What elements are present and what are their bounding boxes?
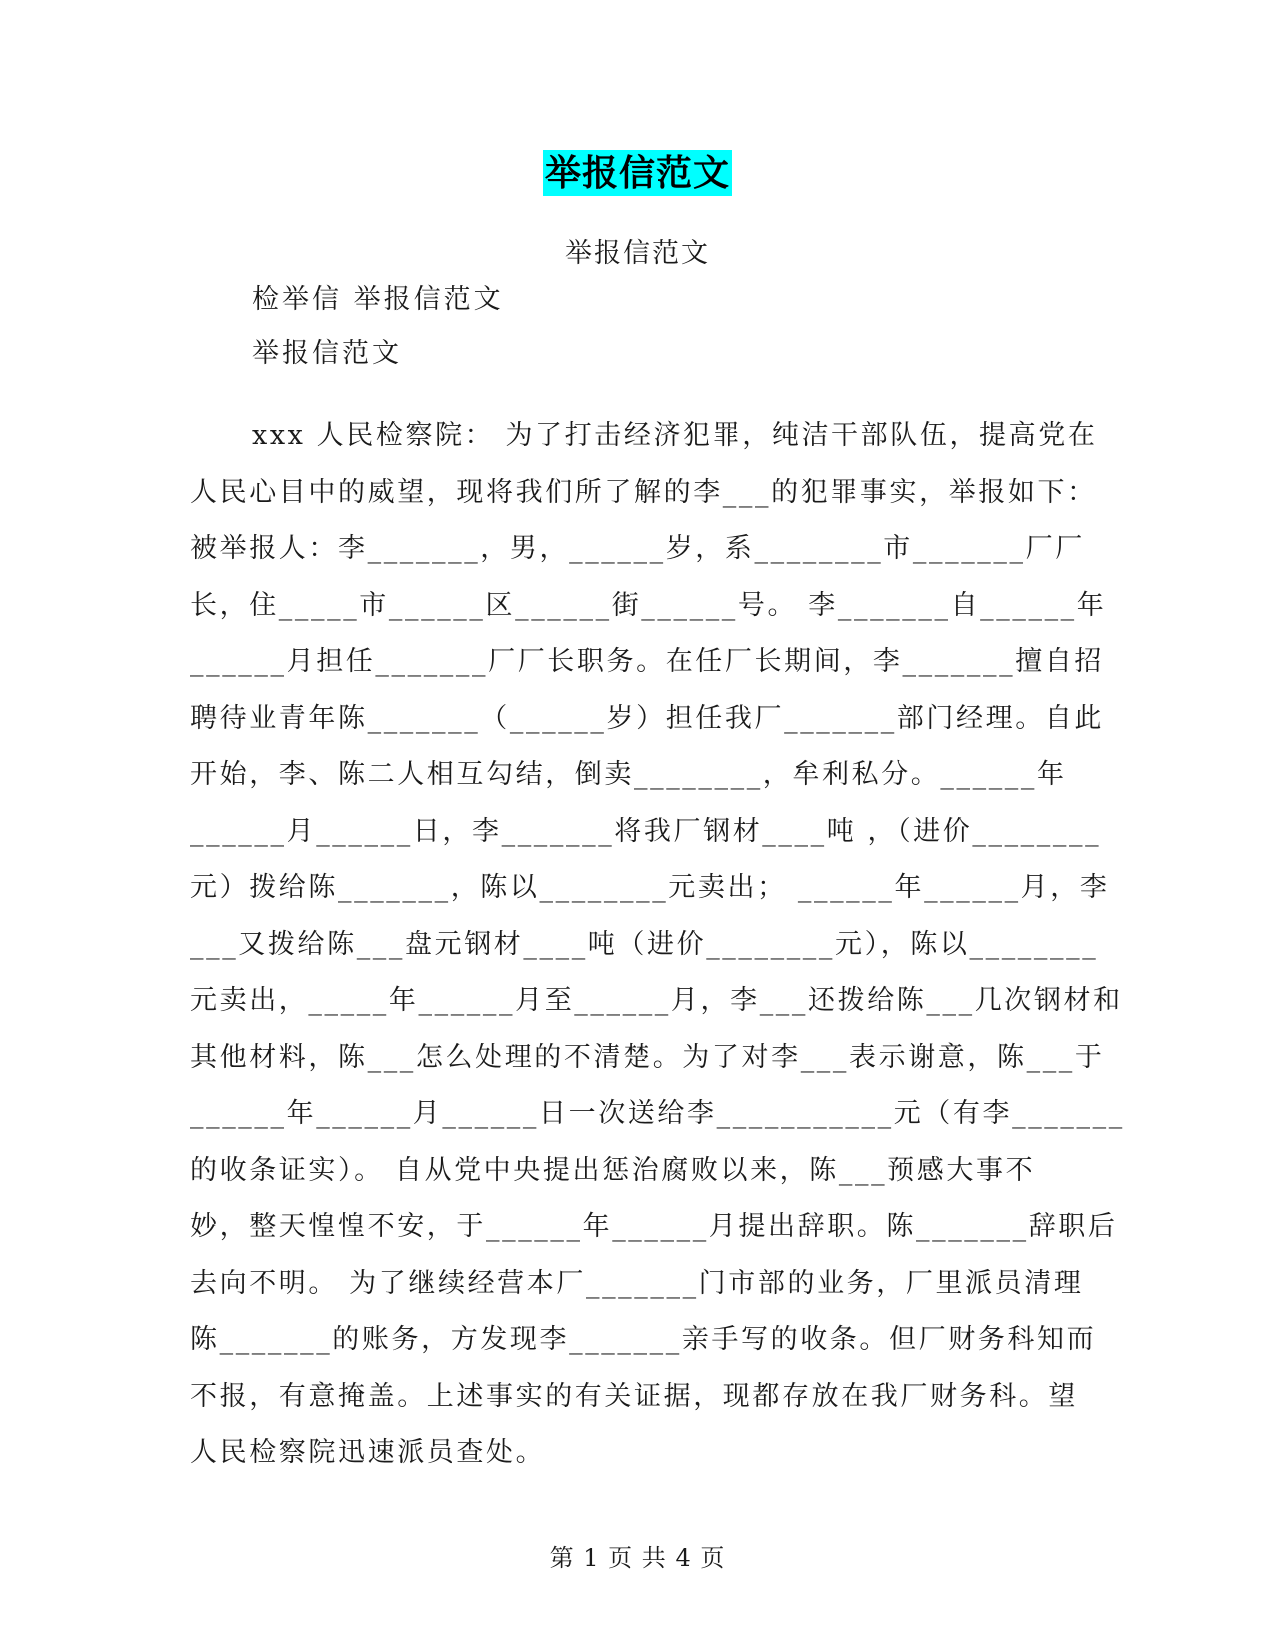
document-subtitle: 举报信范文 xyxy=(565,238,710,269)
body-line: ______年______月______日一次送给李___________元（有李_______ xyxy=(190,1098,1125,1129)
heading-line-1: 检举信 举报信范文 xyxy=(252,284,504,315)
body-line: 被举报人：李_______，男，______岁，系________市_______厂厂 xyxy=(190,533,1085,564)
body-line: 不报，有意掩盖。上述事实的有关证据，现都存放在我厂财务科。望 xyxy=(190,1380,1078,1412)
body-line: ______月担任_______厂厂长职务。在任厂长期间，李_______擅自招 xyxy=(190,646,1104,677)
body-line: 陈_______的账务，方发现李_______亲手写的收条。但厂财务科知而 xyxy=(190,1324,1097,1355)
body-line: 妙，整天惶惶不安，于______年______月提出辞职。陈_______辞职后 xyxy=(190,1211,1118,1242)
body-line: 的收条证实）。 自从党中央提出惩治腐败以来，陈___预感大事不 xyxy=(190,1154,1036,1186)
body-line: ___又拨给陈___盘元钢材____吨（进价________元），陈以________ xyxy=(190,928,1099,960)
body-line: 元）拨给陈_______，陈以________元卖出； ______年______月，李 xyxy=(190,872,1110,903)
body-line: 去向不明。 为了继续经营本厂_______门市部的业务，厂里派员清理 xyxy=(190,1267,1084,1299)
body-line: ______月______日，李_______将我厂钢材____吨 ，（进价________ xyxy=(190,815,1102,847)
body-line: 人民检察院迅速派员查处。 xyxy=(190,1437,546,1468)
body-line: 开始，李、陈二人相互勾结，倒卖________，牟利私分。______年 xyxy=(190,759,1067,790)
body-line: 聘待业青年陈_______（______岁）担任我厂_______部门经理。自此 xyxy=(190,702,1104,734)
letter-body xyxy=(190,408,1125,1482)
body-line: 人民心目中的威望，现将我们所了解的李___的犯罪事实，举报如下： xyxy=(190,476,1097,508)
body-line: 长，住_____市______区______街______号。 李_______自______年 xyxy=(190,589,1107,621)
body-line: 其他材料，陈___怎么处理的不清楚。为了对李___表示谢意，陈___于 xyxy=(190,1041,1105,1073)
page-footer: 第 1 页 共 4 页 xyxy=(549,1544,726,1572)
body-line: 元卖出，_____年______月至______月，李___还拨给陈___几次钢材和 xyxy=(190,985,1123,1016)
body-line: xxx 人民检察院： 为了打击经济犯罪，纯洁干部队伍，提高党在 xyxy=(252,420,1098,451)
title-container xyxy=(0,150,1275,196)
document-title: 举报信范文 xyxy=(544,152,730,194)
heading-line-2: 举报信范文 xyxy=(252,338,402,369)
